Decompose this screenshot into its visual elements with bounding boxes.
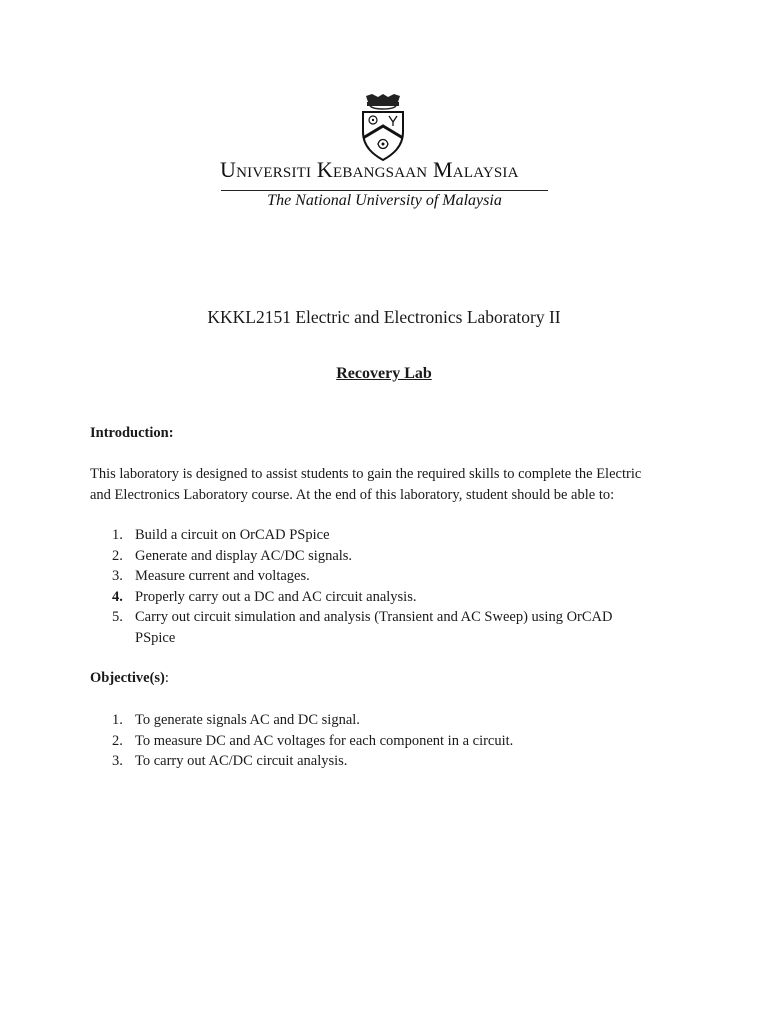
list-item	[90, 607, 680, 648]
list-item	[90, 751, 680, 772]
uni-name-initial-m: M	[433, 157, 453, 182]
list-item	[90, 731, 680, 752]
list-number: 5.	[112, 609, 123, 625]
list-text: To carry out AC/DC circuit analysis.	[135, 753, 348, 769]
course-title: KKKL2151 Electric and Electronics Laboratory II	[207, 307, 561, 327]
list-text: Carry out circuit simulation and analysis (Transient and AC Sweep) using OrCAD	[135, 609, 613, 625]
university-crest-icon	[358, 92, 408, 162]
paragraph-line: and Electronics Laboratory course. At the end of this laboratory, student should be able to:	[90, 486, 615, 503]
list-text: Properly carry out a DC and AC circuit analysis.	[135, 588, 417, 605]
lab-title: Recovery Lab	[336, 365, 432, 382]
uni-name-part-universiti: niversiti	[236, 157, 317, 182]
objectives-heading-text: Objective(s)	[90, 670, 165, 686]
list-text: Measure current and voltages.	[135, 568, 310, 584]
list-number: 1.	[112, 712, 123, 728]
list-item	[90, 710, 680, 731]
university-name	[220, 157, 550, 183]
list-text: Build a circuit on OrCAD PSpice	[135, 527, 330, 543]
list-text-continued: PSpice	[135, 629, 176, 646]
introduction-list	[90, 525, 680, 648]
list-number: 2.	[112, 547, 123, 564]
list-item	[90, 566, 680, 587]
uni-name-initial-u: U	[220, 157, 237, 182]
introduction-heading: Introduction:	[90, 425, 174, 441]
list-item	[90, 587, 680, 608]
list-number: 3.	[112, 753, 123, 769]
list-number: 4.	[112, 588, 123, 605]
uni-name-initial-k: K	[316, 157, 334, 182]
objectives-heading-colon: :	[164, 670, 169, 686]
list-number: 3.	[112, 568, 123, 584]
list-item	[90, 546, 680, 567]
list-item	[90, 525, 680, 546]
list-text: To measure DC and AC voltages for each component in a circuit.	[135, 732, 514, 749]
objectives-list	[90, 710, 680, 772]
list-number: 1.	[112, 527, 123, 543]
objectives-heading	[90, 670, 169, 687]
uni-name-part-malaysia: alaysia	[452, 157, 519, 182]
list-number: 2.	[112, 732, 123, 749]
uni-name-part-kebangsaan: ebangsaan	[333, 157, 434, 182]
university-tagline: The National University of Malaysia	[267, 192, 502, 209]
list-text: To generate signals AC and DC signal.	[135, 712, 360, 728]
header-divider	[221, 190, 548, 191]
list-text: Generate and display AC/DC signals.	[135, 547, 353, 564]
introduction-paragraph	[90, 464, 680, 505]
paragraph-line: This laboratory is designed to assist students to gain the required skills to complete the Electric	[90, 466, 642, 482]
